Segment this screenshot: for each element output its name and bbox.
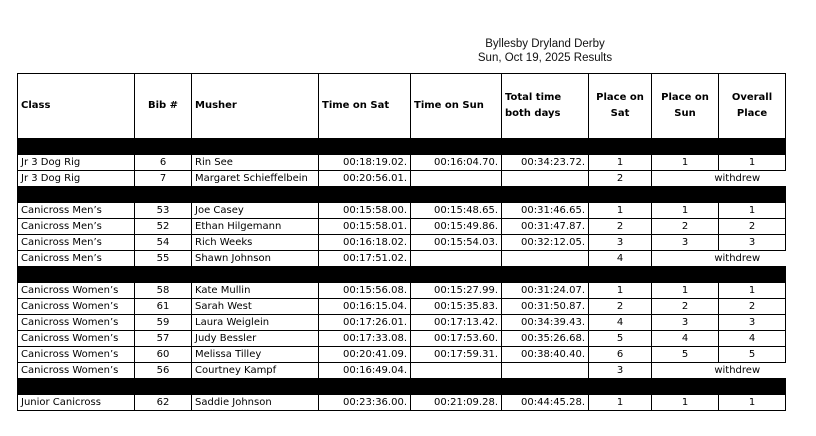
event-date: Sun, Oct 19, 2025 Results	[477, 52, 613, 64]
cell-total: 00:31:24.07.	[502, 283, 589, 299]
header-row	[18, 74, 786, 139]
table-row	[18, 155, 786, 171]
group-separator	[18, 267, 786, 283]
cell-class: Canicross Men’s	[18, 251, 135, 267]
separator-bar	[18, 187, 786, 203]
cell-musher: Courtney Kampf	[192, 363, 319, 379]
cell-class: Canicross Men’s	[18, 235, 135, 251]
cell-place-sat: 2	[589, 299, 652, 315]
cell-overall: 3	[719, 315, 786, 331]
cell-time-sun: 00:15:35.83.	[411, 299, 502, 315]
cell-class: Canicross Men’s	[18, 203, 135, 219]
table-row	[18, 283, 786, 299]
header-musher: Musher	[192, 74, 319, 139]
cell-place-sat: 4	[589, 315, 652, 331]
cell-class: Canicross Women’s	[18, 283, 135, 299]
header-class: Class	[18, 74, 135, 139]
cell-total	[502, 363, 589, 379]
cell-time-sun: 00:17:13.42.	[411, 315, 502, 331]
cell-place-sun: 1	[652, 283, 719, 299]
cell-time-sat: 00:16:15.04.	[319, 299, 411, 315]
cell-musher: Melissa Tilley	[192, 347, 319, 363]
cell-time-sun: 00:21:09.28.	[411, 395, 502, 411]
cell-overall: 1	[719, 155, 786, 171]
table-row	[18, 331, 786, 347]
cell-place-sat: 1	[589, 203, 652, 219]
cell-time-sat: 00:20:56.01.	[319, 171, 411, 187]
cell-total: 00:35:26.68.	[502, 331, 589, 347]
table-row	[18, 251, 786, 267]
table-row	[18, 235, 786, 251]
cell-place-sun: 3	[652, 315, 719, 331]
cell-overall: 1	[719, 203, 786, 219]
table-row	[18, 395, 786, 411]
cell-place-sat: 3	[589, 235, 652, 251]
cell-bib: 60	[135, 347, 192, 363]
cell-time-sun: 00:17:59.31.	[411, 347, 502, 363]
cell-musher: Kate Mullin	[192, 283, 319, 299]
cell-bib: 59	[135, 315, 192, 331]
table-row	[18, 347, 786, 363]
cell-total: 00:31:47.87.	[502, 219, 589, 235]
table-row	[18, 219, 786, 235]
cell-time-sat: 00:16:49.04.	[319, 363, 411, 379]
cell-class: Canicross Women’s	[18, 315, 135, 331]
cell-total: 00:44:45.28.	[502, 395, 589, 411]
cell-bib: 55	[135, 251, 192, 267]
cell-overall: 2	[719, 299, 786, 315]
cell-class: Canicross Women’s	[18, 299, 135, 315]
group-separator	[18, 139, 786, 155]
cell-place-sun: 1	[652, 155, 719, 171]
cell-place-sun: 2	[652, 299, 719, 315]
cell-musher: Sarah West	[192, 299, 319, 315]
header-time-sat: Time on Sat	[319, 74, 411, 139]
cell-time-sat: 00:20:41.09.	[319, 347, 411, 363]
cell-place-sat: 1	[589, 283, 652, 299]
cell-bib: 57	[135, 331, 192, 347]
group-separator	[18, 379, 786, 395]
cell-musher: Laura Weiglein	[192, 315, 319, 331]
cell-time-sun: 00:17:53.60.	[411, 331, 502, 347]
cell-total: 00:32:12.05.	[502, 235, 589, 251]
cell-place-sun: 4	[652, 331, 719, 347]
cell-bib: 56	[135, 363, 192, 379]
header-time-sun: Time on Sun	[411, 74, 502, 139]
cell-total: 00:34:39.43.	[502, 315, 589, 331]
cell-class: Canicross Women’s	[18, 331, 135, 347]
cell-time-sun: 00:16:04.70.	[411, 155, 502, 171]
cell-overall: 3	[719, 235, 786, 251]
cell-place-sun: 1	[652, 203, 719, 219]
cell-bib: 7	[135, 171, 192, 187]
cell-musher: Rich Weeks	[192, 235, 319, 251]
cell-total	[502, 251, 589, 267]
cell-class: Jr 3 Dog Rig	[18, 171, 135, 187]
cell-time-sun: 00:15:27.99.	[411, 283, 502, 299]
cell-time-sun	[411, 251, 502, 267]
cell-class: Junior Canicross	[18, 395, 135, 411]
cell-time-sat: 00:17:33.08.	[319, 331, 411, 347]
cell-total	[502, 171, 589, 187]
cell-musher: Saddie Johnson	[192, 395, 319, 411]
cell-withdrew-status: withdrew	[652, 363, 786, 379]
cell-overall: 4	[719, 331, 786, 347]
cell-time-sat: 00:15:58.00.	[319, 203, 411, 219]
cell-time-sun: 00:15:49.86.	[411, 219, 502, 235]
cell-place-sat: 1	[589, 395, 652, 411]
cell-overall: 2	[719, 219, 786, 235]
header-bib: Bib #	[135, 74, 192, 139]
table-row	[18, 299, 786, 315]
report-title	[440, 37, 650, 65]
cell-total: 00:31:50.87.	[502, 299, 589, 315]
cell-time-sun: 00:15:48.65.	[411, 203, 502, 219]
cell-musher: Ethan Hilgemann	[192, 219, 319, 235]
table-row	[18, 315, 786, 331]
cell-total: 00:38:40.40.	[502, 347, 589, 363]
cell-place-sun: 3	[652, 235, 719, 251]
results-table	[17, 73, 786, 411]
cell-musher: Joe Casey	[192, 203, 319, 219]
cell-musher: Shawn Johnson	[192, 251, 319, 267]
cell-total: 00:31:46.65.	[502, 203, 589, 219]
event-name: Byllesby Dryland Derby	[485, 38, 605, 50]
cell-time-sat: 00:15:56.08.	[319, 283, 411, 299]
cell-bib: 58	[135, 283, 192, 299]
cell-time-sat: 00:17:26.01.	[319, 315, 411, 331]
cell-total: 00:34:23.72.	[502, 155, 589, 171]
group-separator	[18, 187, 786, 203]
separator-bar	[18, 379, 786, 395]
cell-class: Jr 3 Dog Rig	[18, 155, 135, 171]
table-row	[18, 363, 786, 379]
separator-bar	[18, 267, 786, 283]
cell-withdrew-status: withdrew	[652, 171, 786, 187]
cell-class: Canicross Women’s	[18, 347, 135, 363]
cell-class: Canicross Men’s	[18, 219, 135, 235]
table-row	[18, 203, 786, 219]
cell-bib: 54	[135, 235, 192, 251]
cell-place-sat: 4	[589, 251, 652, 267]
cell-place-sun: 5	[652, 347, 719, 363]
table-row	[18, 171, 786, 187]
header-place-sat: Place on Sat	[589, 74, 652, 139]
cell-overall: 5	[719, 347, 786, 363]
header-overall: Overall Place	[719, 74, 786, 139]
cell-time-sun	[411, 363, 502, 379]
cell-overall: 1	[719, 395, 786, 411]
results-body	[18, 139, 786, 411]
cell-time-sun: 00:15:54.03.	[411, 235, 502, 251]
cell-time-sat: 00:17:51.02.	[319, 251, 411, 267]
cell-place-sat: 1	[589, 155, 652, 171]
cell-musher: Rin See	[192, 155, 319, 171]
cell-place-sat: 3	[589, 363, 652, 379]
header-place-sun: Place on Sun	[652, 74, 719, 139]
cell-bib: 62	[135, 395, 192, 411]
cell-place-sun: 2	[652, 219, 719, 235]
cell-place-sat: 2	[589, 171, 652, 187]
cell-time-sat: 00:15:58.01.	[319, 219, 411, 235]
cell-bib: 6	[135, 155, 192, 171]
cell-time-sat: 00:18:19.02.	[319, 155, 411, 171]
cell-place-sat: 2	[589, 219, 652, 235]
cell-overall: 1	[719, 283, 786, 299]
cell-bib: 53	[135, 203, 192, 219]
cell-place-sun: 1	[652, 395, 719, 411]
cell-withdrew-status: withdrew	[652, 251, 786, 267]
cell-bib: 61	[135, 299, 192, 315]
cell-musher: Judy Bessler	[192, 331, 319, 347]
cell-bib: 52	[135, 219, 192, 235]
cell-time-sat: 00:23:36.00.	[319, 395, 411, 411]
separator-bar	[18, 139, 786, 155]
cell-place-sat: 5	[589, 331, 652, 347]
cell-class: Canicross Women’s	[18, 363, 135, 379]
cell-musher: Margaret Schieffelbein	[192, 171, 319, 187]
cell-time-sun	[411, 171, 502, 187]
cell-place-sat: 6	[589, 347, 652, 363]
header-total: Total time both days	[502, 74, 589, 139]
cell-time-sat: 00:16:18.02.	[319, 235, 411, 251]
